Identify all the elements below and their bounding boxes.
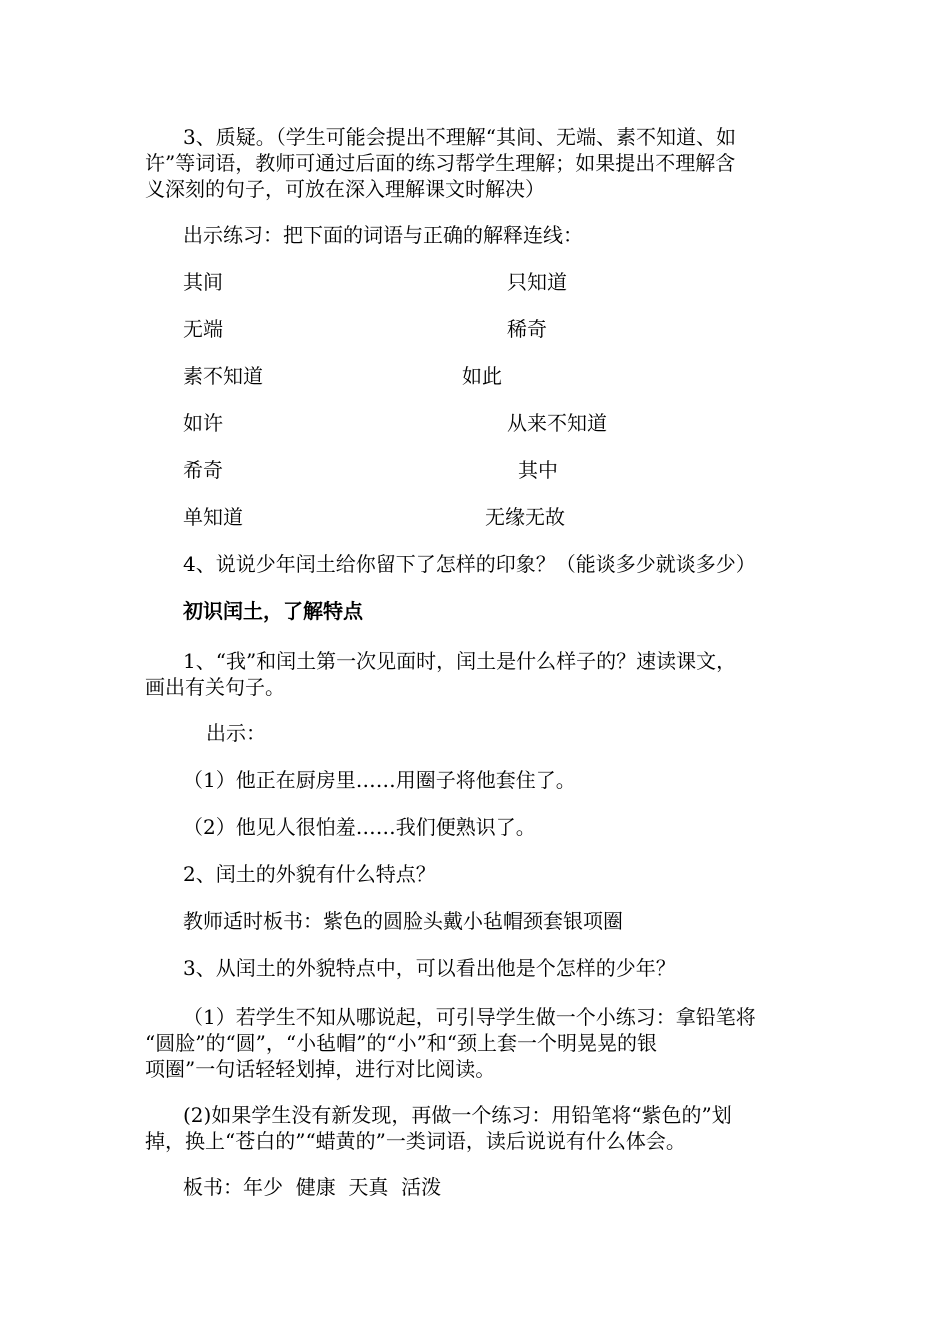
- match-meaning-1: 只知道: [507, 270, 567, 294]
- para-sentence-1: （1）他正在厨房里……用圈子将他套住了。: [183, 768, 576, 792]
- section-heading: 初识闰土，了解特点: [183, 599, 363, 623]
- para-show-label: 出示：: [206, 721, 266, 745]
- para-exercise-intro: 出示练习：把下面的词语与正确的解释连线：: [183, 223, 583, 247]
- match-meaning-3: 如此: [462, 364, 502, 388]
- para-board-writing-2: 板书：年少 健康 天真 活泼: [183, 1175, 442, 1199]
- para-appearance-question: 2、闰土的外貌有什么特点？: [183, 862, 436, 886]
- para-exercise-1-line2: “圆脸”的“圆”，“小毡帽”的“小”和“颈上套一个明晃晃的银: [145, 1031, 658, 1055]
- para-impression-question: 4、说说少年闰土给你留下了怎样的印象？（能谈多少就谈多少）: [183, 552, 756, 576]
- match-meaning-5: 其中: [518, 458, 558, 482]
- para-board-writing-1: 教师适时板书：紫色的圆脸头戴小毡帽颈套银项圈: [183, 909, 623, 933]
- para-exercise-2-line1: (2)如果学生没有新发现，再做一个练习：用铅笔将“紫色的”划: [183, 1103, 732, 1127]
- para-character-question: 3、从闰土的外貌特点中，可以看出他是个怎样的少年？: [183, 956, 676, 980]
- match-word-4: 如许: [183, 411, 223, 435]
- para-exercise-2-line2: 掉，换上“苍白的”“蜡黄的”一类词语，读后说说有什么体会。: [145, 1129, 686, 1153]
- match-word-2: 无端: [183, 317, 223, 341]
- para-questioning-line2: 许”等词语，教师可通过后面的练习帮学生理解；如果提出不理解含: [145, 151, 736, 175]
- para-exercise-1-line1: （1）若学生不知从哪说起，可引导学生做一个小练习：拿铅笔将: [183, 1005, 756, 1029]
- para-first-meeting-line2: 画出有关句子。: [145, 675, 285, 699]
- match-word-6: 单知道: [183, 505, 243, 529]
- para-sentence-2: （2）他见人很怕羞……我们便熟识了。: [183, 815, 536, 839]
- match-word-3: 素不知道: [183, 364, 263, 388]
- match-word-5: 希奇: [183, 458, 223, 482]
- match-meaning-4: 从来不知道: [507, 411, 607, 435]
- match-word-1: 其间: [183, 270, 223, 294]
- match-meaning-6: 无缘无故: [485, 505, 565, 529]
- match-meaning-2: 稀奇: [507, 317, 547, 341]
- para-first-meeting-line1: 1、“我”和闰土第一次见面时，闰土是什么样子的？速读课文，: [183, 649, 737, 673]
- para-questioning-line3: 义深刻的句子，可放在深入理解课文时解决）: [145, 177, 545, 201]
- para-exercise-1-line3: 项圈”一句话轻轻划掉，进行对比阅读。: [145, 1057, 496, 1081]
- para-questioning-line1: 3、质疑。（学生可能会提出不理解“其间、无端、素不知道、如: [183, 125, 736, 149]
